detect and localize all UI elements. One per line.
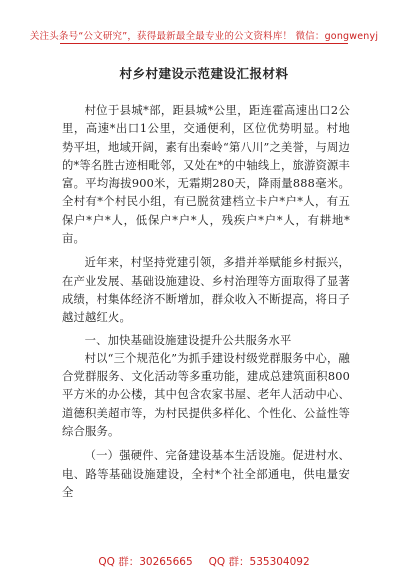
document-body (62, 102, 350, 502)
summary-paragraph: 近年来，村坚持党建引领，多措并举赋能乡村振兴，在产业发展、基础设施建设、乡村治理等方面取得了显著成绩，村集体经济不断增加，群众收入不断提高，将日子越过越红火。 (62, 256, 350, 325)
section-paragraph: 村以“三个规范化”为抓手建设村级党群服务中心，融合党群服务、文化活动等多重功能，建成总建筑面积800平方米的办公楼，其中包含农家书屋、老年人活动中心、道德积美超市等，为村民提供多样化、个性化、公益性等综合服务。 (62, 351, 350, 439)
document-title: 村乡村建设示范建设汇报材料 (119, 66, 289, 81)
page-footer (0, 554, 408, 569)
intro-paragraph: 村位于县城*部，距县城*公里，距连霍高速出口2公里，高速*出口1公里，交通便利，区位优势明显。村地势平坦，地域开阔，素有出秦岭“第八川”之美誉，与周边的*等名胜古迹相毗邻，又处在*的中轴线上，旅游资源丰富。平均海拔900米，无霜期280天，降雨量888毫米。全村有*个村民小组，有已脱贫建档立卡户*户*人，有五保户*户*人，低保户*户*人，残疾户*户*人，有耕地*亩。 (62, 104, 350, 246)
section-heading: 一、加快基础设施建设提升公共服务水平 (84, 333, 292, 347)
page-header (0, 0, 408, 48)
header-divider (60, 43, 348, 44)
footer-qq-group-2: QQ 群：535304092 (208, 556, 310, 568)
footer-qq-group-1: QQ 群：30265665 (98, 556, 193, 568)
subsection-paragraph: （一）强硬件、完备建设基本生活设施。促进村水、电、路等基础设施建设，全村*个社全部通电，供电量安全 (62, 449, 350, 499)
header-promo-text: 关注头条号“公文研究”，获得最新最全最专业的公文资料库！ 微信：gongwenyj (29, 31, 379, 42)
